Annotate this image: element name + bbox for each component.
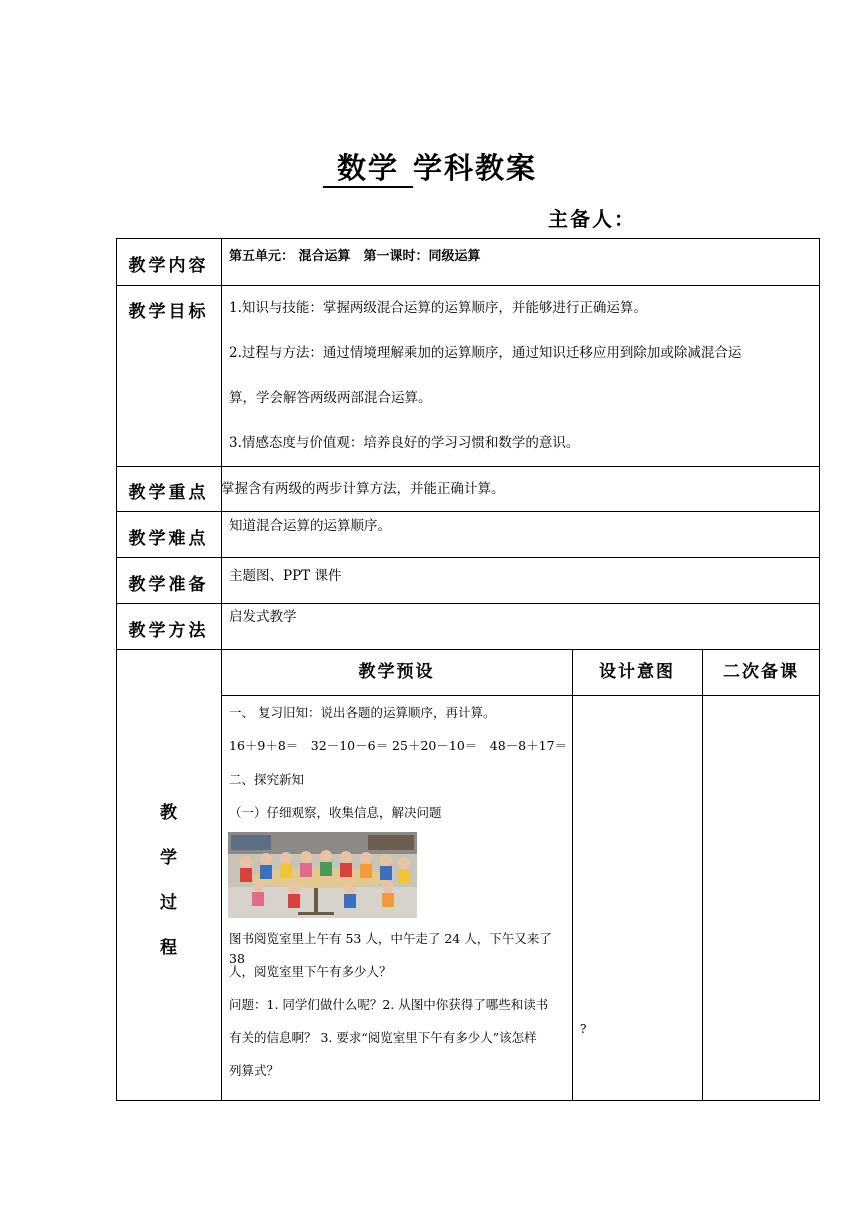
goal-item: 3.情感态度与价值观：培养良好的学习习惯和数学的意识。: [229, 435, 580, 451]
row-divider: [116, 511, 820, 512]
content-value: 第五单元： 混合运算 第一课时：同级运算: [229, 249, 481, 264]
difficulties-label: 教学难点: [128, 529, 209, 549]
process-header-divider: [221, 695, 820, 696]
intent-mark: ?: [580, 1022, 587, 1036]
process-label-char: 学: [160, 848, 177, 868]
title-suffix: 学科教案: [413, 151, 538, 185]
method-label: 教学方法: [128, 621, 209, 641]
document-title: [0, 150, 860, 188]
row-divider: [116, 557, 820, 558]
preparation-label: 教学准备: [128, 575, 209, 595]
second-column-divider: [702, 649, 703, 1101]
method-value: 启发式教学: [229, 609, 297, 625]
problem-text: 人，阅览室里下午有多少人？: [229, 964, 392, 979]
row-divider: [116, 603, 820, 604]
problem-text: 图书阅览室里上午有 53 人，中午走了 24 人，下午又来了 38: [229, 931, 552, 966]
intent-column-divider: [572, 649, 573, 1101]
row-divider: [116, 285, 820, 286]
goal-item: 1.知识与技能：掌握两级混合运算的运算顺序，并能够进行正确运算。: [229, 300, 647, 316]
review-heading: 一、 复习旧知：说出各题的运算顺序，再计算。: [229, 705, 496, 720]
observe-heading: （一）仔细观察，收集信息，解决问题: [229, 805, 442, 820]
preparation-value: 主题图、PPT 课件: [229, 568, 342, 584]
row-divider: [116, 466, 820, 467]
question-text: 列算式？: [229, 1063, 280, 1078]
process-label-char: 教: [160, 803, 177, 823]
reading-room-illustration: [228, 832, 417, 918]
goal-item: 算，学会解答两级两部混合运算。: [229, 390, 432, 406]
review-exercises: 16＋9＋8＝ 32－10－6＝ 25＋20－10＝ 48－8＋17＝: [229, 738, 568, 753]
preparer-label: 主备人：: [548, 207, 636, 231]
question-text: 有关的信息啊？ 3. 要求“阅览室里下午有多少人”该怎样: [229, 1030, 537, 1045]
goals-label: 教学目标: [128, 302, 209, 322]
difficulties-value: 知道混合运算的运算顺序。: [229, 518, 391, 534]
column-header-second: 二次备课: [723, 662, 799, 682]
subject-name: 数学: [323, 150, 413, 188]
key-points-value: 掌握含有两级的两步计算方法，并能正确计算。: [221, 481, 505, 497]
question-text: 问题：1. 同学们做什么呢？2. 从图中你获得了哪些和读书: [229, 997, 549, 1012]
process-label-char: 程: [160, 938, 177, 958]
explore-heading: 二、探究新知: [229, 772, 305, 787]
key-points-label: 教学重点: [128, 483, 209, 503]
goal-item: 2.过程与方法：通过情境理解乘加的运算顺序，通过知识迁移应用到除加或除减混合运: [229, 345, 742, 361]
process-label-char: 过: [160, 893, 177, 913]
column-header-plan: 教学预设: [358, 662, 435, 682]
content-label: 教学内容: [128, 256, 209, 276]
column-header-intent: 设计意图: [599, 662, 675, 682]
